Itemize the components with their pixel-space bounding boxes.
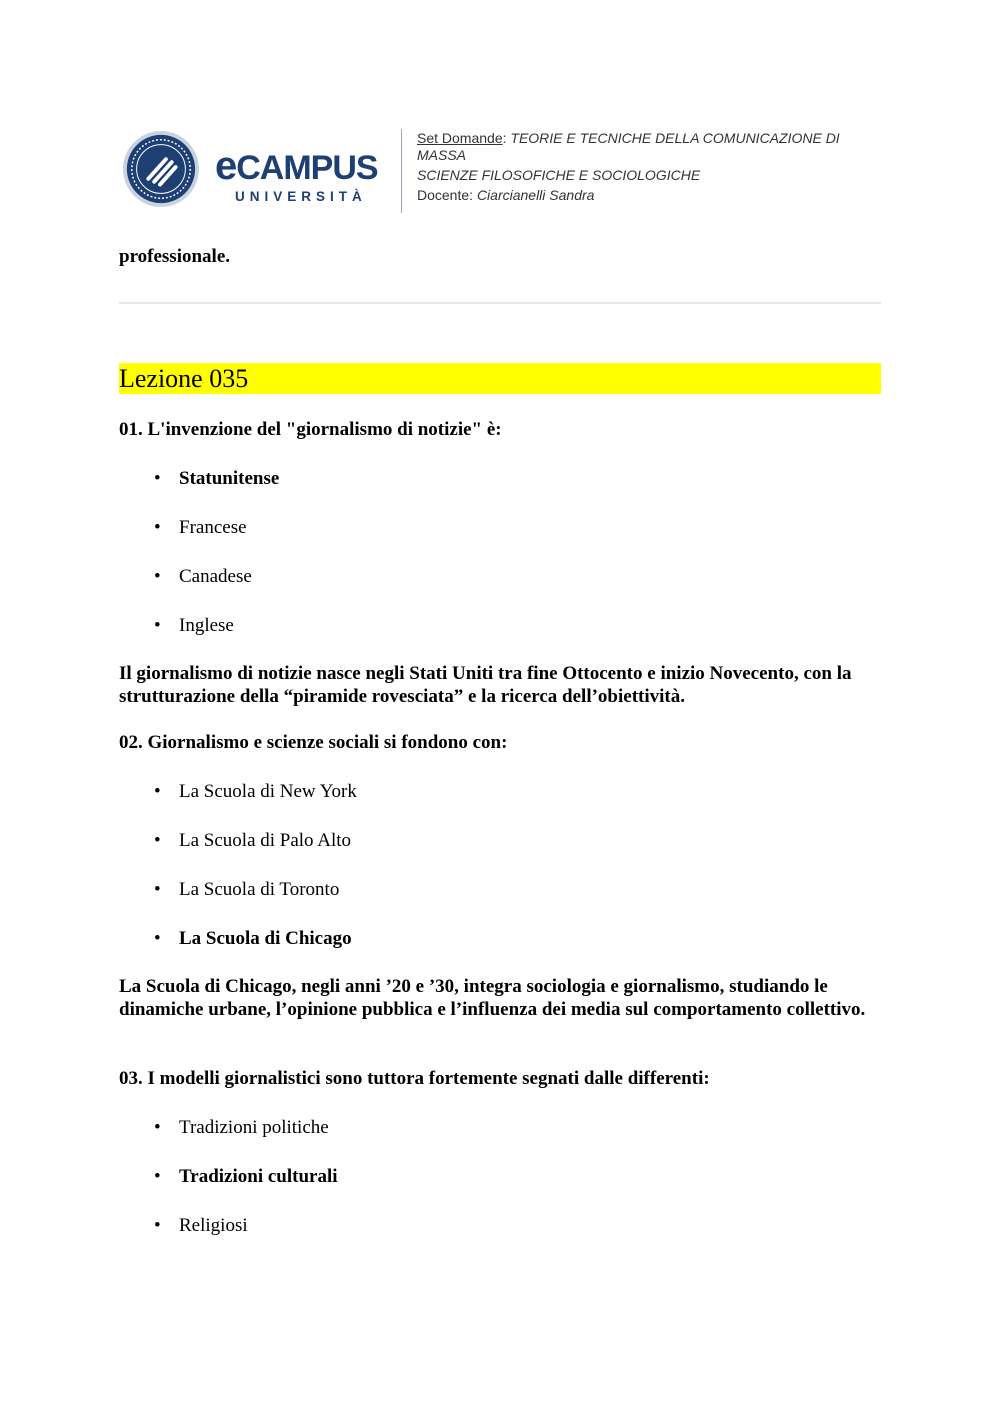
question-3-option-2: • Tradizioni culturali xyxy=(154,1166,338,1187)
ecampus-seal-logo xyxy=(122,130,200,208)
question-1-option-1: • Statunitense xyxy=(154,468,280,489)
question-3-option-1: • Tradizioni politiche xyxy=(154,1117,329,1138)
question-1: 01. L'invenzione del "giornalismo di notizie" è: xyxy=(119,419,502,440)
question-2-option-3: • La Scuola di Toronto xyxy=(154,879,340,900)
document-header xyxy=(119,127,881,215)
teacher-name: Ciarcianelli Sandra xyxy=(476,187,595,203)
question-2: 02. Giornalismo e scienze sociali si fondono con: xyxy=(119,732,508,753)
question-3-option-3: • Religiosi xyxy=(154,1215,248,1236)
question-3: 03. I modelli giornalistici sono tuttora fortemente segnati dalle differenti: xyxy=(119,1068,710,1089)
question-1-option-2: • Francese xyxy=(154,517,247,538)
question-2-option-1: • La Scuola di New York xyxy=(154,781,357,802)
header-info xyxy=(417,130,881,207)
question-1-explanation: Il giornalismo di notizie nasce negli Stati Uniti tra fine Ottocento e inizio Novecento, con la strutturazione della “piramide rovesciata” e la ricerca dell’obiettività. xyxy=(119,663,852,707)
header-divider xyxy=(401,129,402,213)
question-2-explanation: La Scuola di Chicago, negli anni ’20 e ’30, integra sociologia e giornalismo, studiando le dinamiche urbane, l’opinione pubblica e l’influenza dei media sul comportamento collettivo. xyxy=(119,976,866,1020)
section-divider xyxy=(119,302,881,304)
lesson-title: Lezione 035 xyxy=(119,364,249,393)
faculty-line xyxy=(417,167,881,184)
lesson-heading xyxy=(119,363,881,394)
faculty-name: SCIENZE FILOSOFICHE E SOCIOLOGICHE xyxy=(417,167,701,183)
question-2-option-2: • La Scuola di Palo Alto xyxy=(154,830,352,851)
course-title: TEORIE E TECNICHE DELLA COMUNICAZIONE DI MASSA xyxy=(417,130,840,163)
question-1-option-4: • Inglese xyxy=(154,615,234,636)
ecampus-wordmark: eCAMPUS xyxy=(215,144,378,188)
ecampus-wordmark-subtitle: UNIVERSITÀ xyxy=(235,189,367,204)
teacher-label: Docente: xyxy=(417,187,474,203)
course-line: Set Domande: TEORIE E TECNICHE DELLA COMUNICAZIONE DI MASSA xyxy=(417,130,840,163)
question-1-option-3: • Canadese xyxy=(154,566,252,587)
teacher-line xyxy=(417,187,881,204)
intro-text: professionale. xyxy=(119,246,231,267)
set-label: Set Domande xyxy=(417,130,503,146)
question-2-option-4: • La Scuola di Chicago xyxy=(154,928,352,949)
